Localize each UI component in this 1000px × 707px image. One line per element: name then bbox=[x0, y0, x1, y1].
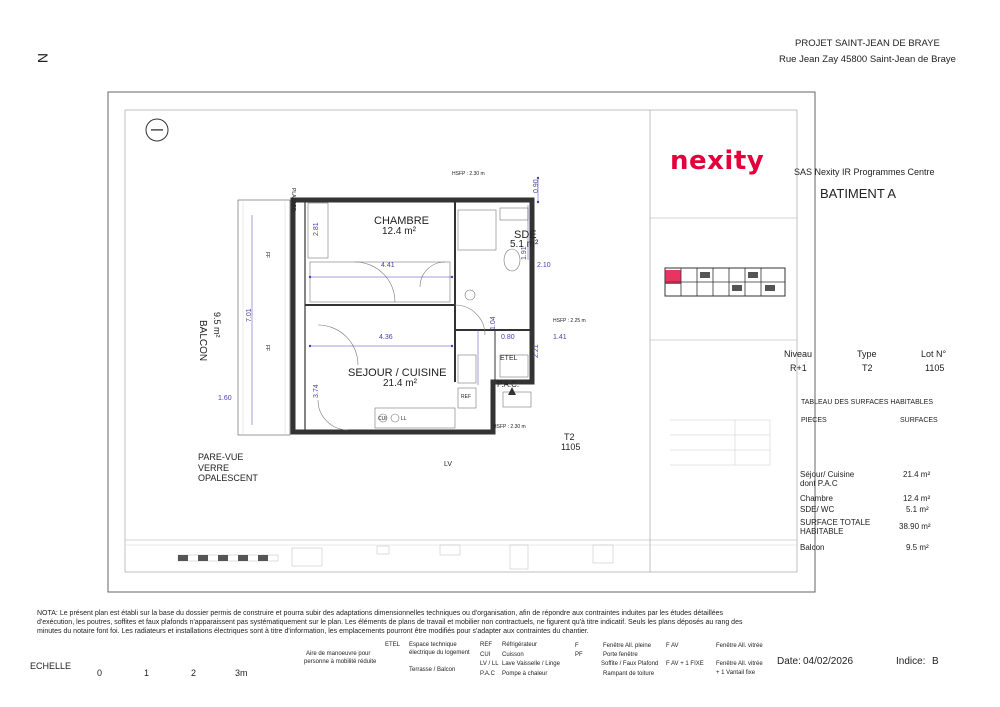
legend-pf-text: Porte fenêtre bbox=[603, 652, 638, 658]
dim-441: 4.41 bbox=[381, 262, 395, 269]
label-ff-1: FF bbox=[264, 252, 270, 259]
legend-aire-1: Aire de manoeuvre pour bbox=[306, 651, 371, 657]
company-name: SAS Nexity IR Programmes Centre bbox=[794, 167, 935, 177]
dim-191: 1.91 bbox=[521, 246, 528, 260]
room-sde-name: SDE bbox=[514, 229, 537, 241]
legend-f-code: F bbox=[575, 643, 579, 649]
legend-fav-code: F AV bbox=[666, 643, 679, 649]
legend-fav1-code: F AV + 1 FIXE bbox=[666, 661, 704, 667]
dim-221: 2.21 bbox=[533, 344, 540, 358]
legend-lvll-code: LV / LL bbox=[480, 661, 499, 667]
label-etel: ETEL bbox=[500, 355, 518, 362]
niveau-value: R+1 bbox=[790, 363, 807, 373]
surface-row-total: SURFACE TOTALE bbox=[800, 518, 871, 527]
room-sejour-name: SEJOUR / CUISINE bbox=[348, 367, 447, 379]
room-balcon-name: BALCON bbox=[197, 320, 208, 362]
surface-row-total-sub: HABITABLE bbox=[800, 527, 844, 536]
legend-etel-2: électrique du logement bbox=[409, 650, 470, 656]
legend-f-text: Fenêtre All. pleine bbox=[603, 643, 652, 649]
parevue-line2: VERRE bbox=[198, 463, 230, 473]
key-plan bbox=[665, 268, 785, 296]
surface-row-total-value: 38.90 m² bbox=[899, 522, 931, 531]
echelle-label: ECHELLE bbox=[30, 661, 72, 671]
scale-3: 3m bbox=[235, 668, 248, 678]
room-chambre-name: CHAMBRE bbox=[374, 215, 430, 227]
legend-pac-text: Pompe à chaleur bbox=[502, 671, 548, 677]
nota-line2: d'exécution, les poutres, soffites et faux plafonds n'apparaissent pas systématiquement sur le plan. Les éléments de plans de travail et mobilier non contractuels, ne figurent qu'à titre indicatif. Seuls les plans déposés au rang des bbox=[37, 619, 743, 626]
dim-104: 1.04 bbox=[490, 316, 497, 330]
date-label: Date: bbox=[777, 656, 801, 667]
legend-pac-code: P.A.C bbox=[480, 671, 495, 677]
scale-2: 2 bbox=[191, 668, 197, 678]
label-ll: LL bbox=[401, 416, 407, 422]
surface-table-title: TABLEAU DES SURFACES HABITABLES bbox=[801, 399, 934, 406]
lot-label: Lot N° bbox=[921, 349, 947, 359]
north-glyph: N bbox=[35, 52, 52, 64]
project-address: Rue Jean Zay 45800 Saint-Jean de Braye bbox=[779, 54, 956, 65]
dim-436: 4.36 bbox=[379, 334, 393, 341]
legend-rampant: Rampant de toiture bbox=[603, 671, 655, 677]
legend-cui-text: Cuisson bbox=[502, 652, 524, 658]
legend-etel-code: ETEL bbox=[385, 642, 401, 648]
north-marker-glyph: — bbox=[151, 122, 163, 136]
surface-row-sde: SDE/ WC bbox=[800, 505, 835, 514]
legend-fav-text: Fenêtre All. vitrée bbox=[716, 643, 763, 649]
surface-row-sejour-sub: dont P.A.C bbox=[800, 479, 838, 488]
surface-row-sejour-value: 21.4 m² bbox=[903, 470, 931, 479]
legend-cui-code: CUI bbox=[480, 652, 491, 658]
surface-row-sde-value: 5.1 m² bbox=[906, 505, 929, 514]
dim-141: 1.41 bbox=[553, 334, 567, 341]
building-name: BATIMENT A bbox=[820, 186, 897, 201]
dim-160: 1.60 bbox=[218, 395, 232, 402]
type-label: Type bbox=[857, 349, 877, 359]
dim-701: 7.01 bbox=[246, 308, 253, 322]
nota-line3: minutes du notaire font foi. Les radiateurs et installations électriques sont à titre d'information, les emplacements pourront être modifiés pour s'adapter aux contraintes du chantier. bbox=[37, 628, 589, 635]
scale-1: 1 bbox=[144, 668, 150, 678]
date-value: 04/02/2026 bbox=[803, 656, 854, 667]
legend-fav1-text-1: Fenêtre All. vitrée bbox=[716, 661, 763, 667]
label-hsfp-mid: HSFP : 2.25 m bbox=[553, 318, 586, 324]
legend-soffite: Soffite / Faux Plafond bbox=[601, 661, 659, 667]
scale-0: 0 bbox=[97, 668, 103, 678]
label-cui: CUI bbox=[378, 416, 387, 422]
label-ff-2: FF bbox=[264, 345, 270, 352]
niveau-label: Niveau bbox=[784, 349, 813, 359]
label-ref: REF bbox=[461, 394, 471, 400]
surface-row-chambre: Chambre bbox=[800, 494, 833, 503]
label-placard: PLACARD bbox=[290, 188, 296, 212]
dim-281: 2.81 bbox=[313, 222, 320, 236]
surface-row-sejour: Séjour/ Cuisine bbox=[800, 470, 855, 479]
room-balcon-area: 9.5 m² bbox=[212, 312, 222, 338]
label-hsfp-bottom: HSFP : 2.30 m bbox=[493, 424, 526, 430]
parevue-line3: OPALESCENT bbox=[198, 473, 258, 483]
legend-ref-code: REF bbox=[480, 642, 492, 648]
dim-210: 2.10 bbox=[537, 262, 551, 269]
legend-pf-code: PF bbox=[575, 652, 583, 658]
legend-lvll-text: Lave Vaisselle / Linge bbox=[502, 661, 560, 667]
parevue-line1: PARE-VUE bbox=[198, 452, 244, 462]
room-sejour-area: 21.4 m² bbox=[383, 378, 417, 389]
indice-value: B bbox=[932, 656, 939, 667]
legend-fav1-text-2: + 1 Vantail fixe bbox=[716, 670, 756, 676]
nota-line1: NOTA: Le présent plan est établi sur la base du dossier permis de construire et pourra subir des adaptations dimensionnelles techniques ou d'organisation, afin de répondre aux contraintes induites par les études détaillées bbox=[37, 610, 724, 617]
nexity-logo: nexity bbox=[670, 146, 765, 176]
lot-num-label: 1105 bbox=[561, 442, 581, 452]
dim-374: 3.74 bbox=[313, 384, 320, 398]
surface-row-chambre-value: 12.4 m² bbox=[903, 494, 931, 503]
surface-row-balcon-value: 9.5 m² bbox=[906, 543, 929, 552]
dim-080: 0.80 bbox=[501, 334, 515, 341]
legend-ref-text: Réfrigérateur bbox=[502, 642, 538, 648]
surface-col-surfaces: SURFACES bbox=[900, 417, 938, 424]
surface-col-pieces: PIECES bbox=[801, 417, 827, 424]
project-name: PROJET SAINT-JEAN DE BRAYE bbox=[795, 38, 940, 49]
label-hsfp-top: HSFP : 2.30 m bbox=[452, 171, 485, 177]
label-pac: P.A.C. bbox=[497, 380, 520, 389]
label-lv-outside: LV bbox=[444, 461, 453, 468]
legend-etel-1: Espace technique bbox=[409, 642, 457, 648]
indice-label: Indice: bbox=[896, 656, 926, 667]
room-sde-area: 5.1 m² bbox=[510, 239, 539, 250]
lot-type-label: T2 bbox=[564, 432, 575, 442]
legend-terrasse: Terrasse / Balcon bbox=[409, 667, 456, 673]
room-chambre-area: 12.4 m² bbox=[382, 226, 416, 237]
dim-090: 0.90 bbox=[533, 179, 540, 193]
legend-aire-2: personne à mobilité réduite bbox=[304, 659, 377, 665]
lot-value: 1105 bbox=[925, 363, 945, 373]
surface-row-balcon: Balcon bbox=[800, 543, 825, 552]
type-value: T2 bbox=[862, 363, 873, 373]
